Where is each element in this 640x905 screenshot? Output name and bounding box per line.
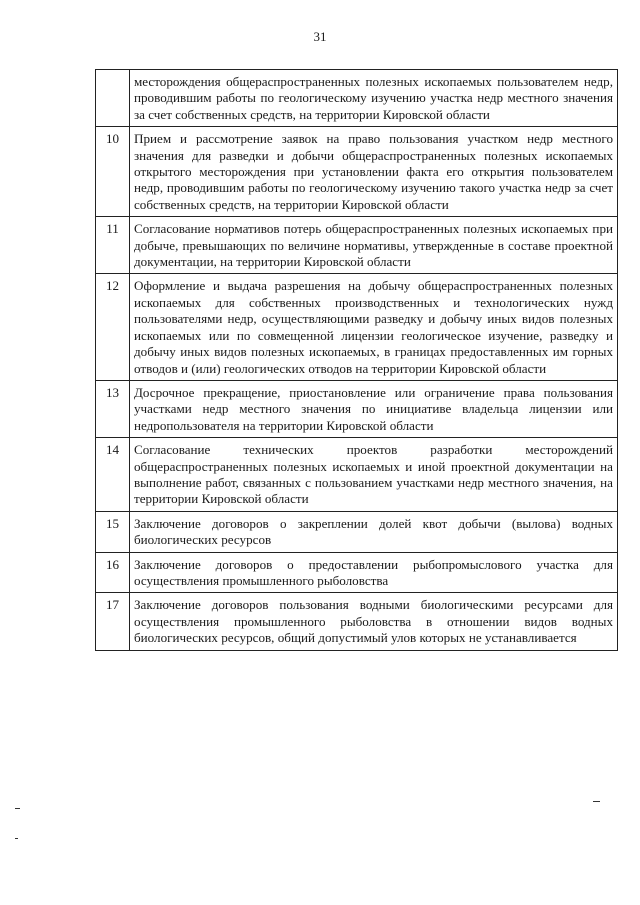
- scan-mark: [15, 838, 18, 839]
- table-row: [96, 127, 618, 217]
- row-text: Заключение договоров о предоставлении рыбопромыслового участка для осуществления промышленного рыболовства: [130, 552, 618, 593]
- row-number: 13: [96, 380, 130, 437]
- row-text: Досрочное прекращение, приостановление или ограничение права пользования участками недр местного значения по инициативе владельца лицензии или недропользователя на территории Кировской области: [130, 380, 618, 437]
- row-text: Заключение договоров о закреплении долей квот добычи (вылова) водных биологических ресурсов: [130, 511, 618, 552]
- row-text: месторождения общераспространенных полезных ископаемых пользователем недр, проводившим работы по геологическому изучению участка недр местного значения за счет собственных средств, на территории Кировской области: [130, 70, 618, 127]
- table-row: [96, 552, 618, 593]
- table-row: [96, 593, 618, 650]
- scan-mark: [15, 808, 20, 809]
- row-number: 10: [96, 127, 130, 217]
- row-number: [96, 70, 130, 127]
- table-row: [96, 438, 618, 512]
- table-row: [96, 70, 618, 127]
- row-number: 15: [96, 511, 130, 552]
- row-number: 11: [96, 217, 130, 274]
- row-number: 16: [96, 552, 130, 593]
- row-text: Оформление и выдача разрешения на добычу общераспространенных полезных ископаемых для собственных производственных и технологических нужд пользователями недр, осуществляющими разведку и добычу иных видов полезных ископаемых или по совмещенной лицензии геологическое изучение, разведку и добычу иных видов полезных ископаемых, в границах предоставленных им горных отводов и (или) геологических отводов на территории Кировской области: [130, 274, 618, 380]
- page-number: 31: [313, 29, 327, 44]
- row-text: Прием и рассмотрение заявок на право пользования участком недр местного значения для разведки и добычи общераспространенных полезных ископаемых открытого месторождения при установлении факта его открытия пользователем недр, проводившим работы по геологическому изучению такого участка недр за счет собственных средств, на территории Кировской области: [130, 127, 618, 217]
- services-table: [95, 69, 618, 651]
- row-number: 12: [96, 274, 130, 380]
- table-row: [96, 274, 618, 380]
- row-text: Согласование нормативов потерь общераспространенных полезных ископаемых при добыче, превышающих по величине нормативы, утвержденные в составе проектной документации, на территории Кировской области: [130, 217, 618, 274]
- row-number: 17: [96, 593, 130, 650]
- row-text: Согласование технических проектов разработки месторождений общераспространенных полезных ископаемых и иной проектной документации на выполнение работ, связанных с пользованием участками недр местного значения, на территории Кировской области: [130, 438, 618, 512]
- row-text: Заключение договоров пользования водными биологическими ресурсами для осуществления промышленного рыболовства в отношении видов водных биологических ресурсов, общий допустимый улов которых не устанавливается: [130, 593, 618, 650]
- table-row: [96, 380, 618, 437]
- scan-mark: [593, 801, 600, 802]
- row-number: 14: [96, 438, 130, 512]
- table-row: [96, 217, 618, 274]
- table-row: [96, 511, 618, 552]
